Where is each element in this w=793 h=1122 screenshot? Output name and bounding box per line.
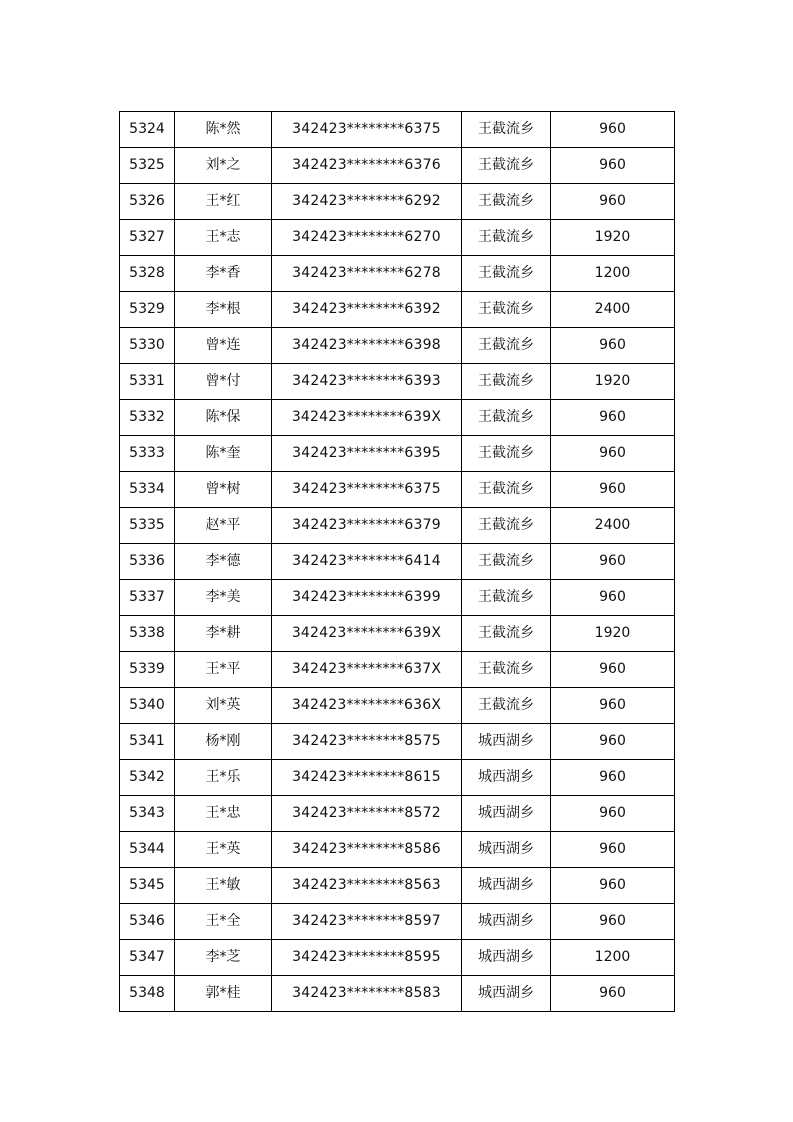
township-cell: 王截流乡 [462, 508, 551, 544]
person-name-cell: 王*志 [175, 220, 272, 256]
id-number-cell: 342423********637X [272, 652, 462, 688]
table-row [120, 796, 675, 832]
township-cell: 城西湖乡 [462, 868, 551, 904]
subsidy-roster-table [119, 111, 675, 1012]
person-name-cell: 王*乐 [175, 760, 272, 796]
township-cell: 王截流乡 [462, 616, 551, 652]
table-row [120, 976, 675, 1012]
id-number-cell: 342423********6376 [272, 148, 462, 184]
id-number-cell: 342423********6399 [272, 580, 462, 616]
amount-cell: 960 [551, 544, 675, 580]
table-row [120, 148, 675, 184]
amount-cell: 960 [551, 760, 675, 796]
person-name-cell: 王*全 [175, 904, 272, 940]
person-name-cell: 赵*平 [175, 508, 272, 544]
row-number-cell: 5343 [120, 796, 175, 832]
township-cell: 王截流乡 [462, 652, 551, 688]
table-row [120, 328, 675, 364]
row-number-cell: 5329 [120, 292, 175, 328]
id-number-cell: 342423********6393 [272, 364, 462, 400]
id-number-cell: 342423********6395 [272, 436, 462, 472]
row-number-cell: 5328 [120, 256, 175, 292]
table-row [120, 688, 675, 724]
table-row [120, 472, 675, 508]
township-cell: 城西湖乡 [462, 724, 551, 760]
person-name-cell: 李*德 [175, 544, 272, 580]
amount-cell: 2400 [551, 292, 675, 328]
table-row [120, 184, 675, 220]
row-number-cell: 5333 [120, 436, 175, 472]
id-number-cell: 342423********639X [272, 616, 462, 652]
row-number-cell: 5331 [120, 364, 175, 400]
amount-cell: 960 [551, 148, 675, 184]
row-number-cell: 5324 [120, 112, 175, 148]
amount-cell: 1920 [551, 364, 675, 400]
person-name-cell: 陈*奎 [175, 436, 272, 472]
township-cell: 城西湖乡 [462, 760, 551, 796]
id-number-cell: 342423********6414 [272, 544, 462, 580]
id-number-cell: 342423********6270 [272, 220, 462, 256]
township-cell: 王截流乡 [462, 256, 551, 292]
person-name-cell: 王*平 [175, 652, 272, 688]
id-number-cell: 342423********8597 [272, 904, 462, 940]
row-number-cell: 5325 [120, 148, 175, 184]
amount-cell: 960 [551, 472, 675, 508]
amount-cell: 960 [551, 688, 675, 724]
id-number-cell: 342423********8586 [272, 832, 462, 868]
amount-cell: 1920 [551, 616, 675, 652]
table-row [120, 580, 675, 616]
table-row [120, 832, 675, 868]
township-cell: 王截流乡 [462, 148, 551, 184]
row-number-cell: 5342 [120, 760, 175, 796]
row-number-cell: 5345 [120, 868, 175, 904]
id-number-cell: 342423********8615 [272, 760, 462, 796]
row-number-cell: 5339 [120, 652, 175, 688]
row-number-cell: 5344 [120, 832, 175, 868]
person-name-cell: 曾*付 [175, 364, 272, 400]
amount-cell: 1200 [551, 940, 675, 976]
table-row [120, 292, 675, 328]
person-name-cell: 李*香 [175, 256, 272, 292]
amount-cell: 1200 [551, 256, 675, 292]
person-name-cell: 陈*然 [175, 112, 272, 148]
id-number-cell: 342423********8583 [272, 976, 462, 1012]
table-row [120, 220, 675, 256]
row-number-cell: 5335 [120, 508, 175, 544]
township-cell: 王截流乡 [462, 220, 551, 256]
person-name-cell: 李*根 [175, 292, 272, 328]
id-number-cell: 342423********8572 [272, 796, 462, 832]
person-name-cell: 王*红 [175, 184, 272, 220]
person-name-cell: 李*美 [175, 580, 272, 616]
person-name-cell: 曾*连 [175, 328, 272, 364]
person-name-cell: 王*忠 [175, 796, 272, 832]
amount-cell: 960 [551, 976, 675, 1012]
amount-cell: 960 [551, 400, 675, 436]
table-row [120, 904, 675, 940]
amount-cell: 960 [551, 904, 675, 940]
amount-cell: 960 [551, 724, 675, 760]
row-number-cell: 5346 [120, 904, 175, 940]
township-cell: 王截流乡 [462, 436, 551, 472]
person-name-cell: 李*芝 [175, 940, 272, 976]
table-row [120, 112, 675, 148]
id-number-cell: 342423********6379 [272, 508, 462, 544]
person-name-cell: 陈*保 [175, 400, 272, 436]
table-row [120, 436, 675, 472]
table-row [120, 508, 675, 544]
person-name-cell: 王*英 [175, 832, 272, 868]
township-cell: 王截流乡 [462, 184, 551, 220]
township-cell: 王截流乡 [462, 580, 551, 616]
township-cell: 城西湖乡 [462, 976, 551, 1012]
table-row [120, 364, 675, 400]
id-number-cell: 342423********8575 [272, 724, 462, 760]
id-number-cell: 342423********6375 [272, 472, 462, 508]
id-number-cell: 342423********6392 [272, 292, 462, 328]
id-number-cell: 342423********6278 [272, 256, 462, 292]
person-name-cell: 曾*树 [175, 472, 272, 508]
township-cell: 城西湖乡 [462, 904, 551, 940]
person-name-cell: 王*敏 [175, 868, 272, 904]
township-cell: 王截流乡 [462, 292, 551, 328]
row-number-cell: 5332 [120, 400, 175, 436]
person-name-cell: 李*耕 [175, 616, 272, 652]
id-number-cell: 342423********6292 [272, 184, 462, 220]
id-number-cell: 342423********6398 [272, 328, 462, 364]
id-number-cell: 342423********8595 [272, 940, 462, 976]
row-number-cell: 5336 [120, 544, 175, 580]
row-number-cell: 5326 [120, 184, 175, 220]
township-cell: 王截流乡 [462, 688, 551, 724]
row-number-cell: 5338 [120, 616, 175, 652]
amount-cell: 960 [551, 796, 675, 832]
table-row [120, 940, 675, 976]
township-cell: 城西湖乡 [462, 796, 551, 832]
row-number-cell: 5330 [120, 328, 175, 364]
amount-cell: 960 [551, 868, 675, 904]
row-number-cell: 5337 [120, 580, 175, 616]
township-cell: 王截流乡 [462, 472, 551, 508]
amount-cell: 960 [551, 580, 675, 616]
id-number-cell: 342423********636X [272, 688, 462, 724]
amount-cell: 1920 [551, 220, 675, 256]
amount-cell: 960 [551, 112, 675, 148]
row-number-cell: 5347 [120, 940, 175, 976]
table-row [120, 544, 675, 580]
person-name-cell: 郭*桂 [175, 976, 272, 1012]
amount-cell: 960 [551, 184, 675, 220]
id-number-cell: 342423********8563 [272, 868, 462, 904]
row-number-cell: 5327 [120, 220, 175, 256]
amount-cell: 2400 [551, 508, 675, 544]
table-row [120, 400, 675, 436]
table-row [120, 868, 675, 904]
person-name-cell: 刘*之 [175, 148, 272, 184]
amount-cell: 960 [551, 832, 675, 868]
table-row [120, 760, 675, 796]
table-row [120, 256, 675, 292]
township-cell: 城西湖乡 [462, 940, 551, 976]
row-number-cell: 5340 [120, 688, 175, 724]
amount-cell: 960 [551, 436, 675, 472]
amount-cell: 960 [551, 652, 675, 688]
roster-table-body [120, 112, 675, 1012]
row-number-cell: 5334 [120, 472, 175, 508]
id-number-cell: 342423********639X [272, 400, 462, 436]
township-cell: 王截流乡 [462, 328, 551, 364]
row-number-cell: 5348 [120, 976, 175, 1012]
township-cell: 王截流乡 [462, 544, 551, 580]
table-row [120, 652, 675, 688]
person-name-cell: 杨*刚 [175, 724, 272, 760]
township-cell: 城西湖乡 [462, 832, 551, 868]
person-name-cell: 刘*英 [175, 688, 272, 724]
amount-cell: 960 [551, 328, 675, 364]
id-number-cell: 342423********6375 [272, 112, 462, 148]
township-cell: 王截流乡 [462, 112, 551, 148]
table-row [120, 724, 675, 760]
table-row [120, 616, 675, 652]
row-number-cell: 5341 [120, 724, 175, 760]
township-cell: 王截流乡 [462, 364, 551, 400]
township-cell: 王截流乡 [462, 400, 551, 436]
